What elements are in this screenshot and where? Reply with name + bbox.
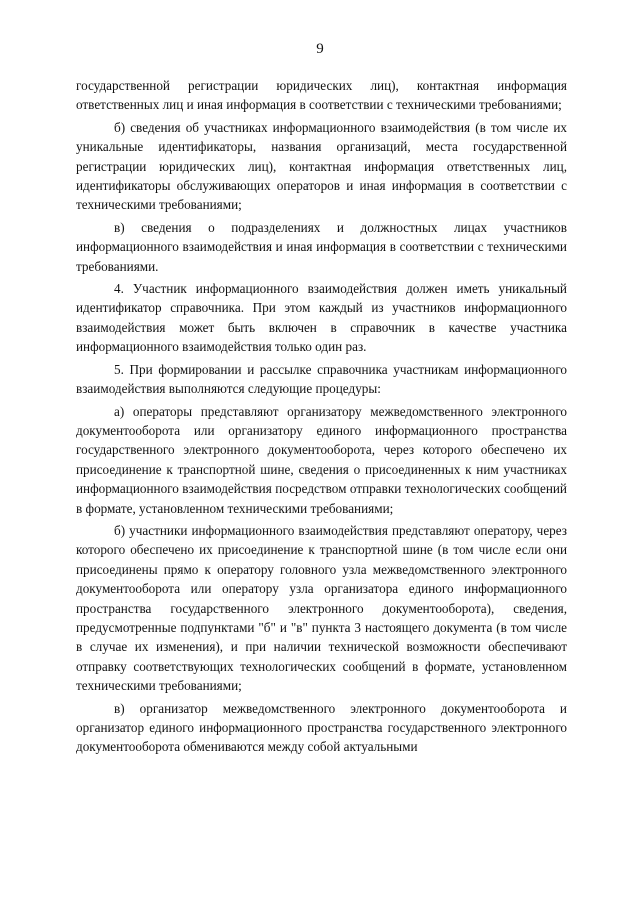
paragraph-continuation: государственной регистрации юридических лиц), контактная информация ответственных лиц и иная информация в соответствии с техническими требованиями; (76, 78, 567, 113)
paragraph-item-4: 4. Участник информационного взаимодействия должен иметь уникальный идентификатор справочника. При этом каждый из участников информационного взаимодействия может быть включен в справочник в качестве участника информационного взаимодействия только один раз. (76, 281, 567, 355)
paragraph-subitem-v-2: в) организатор межведомственного электронного документооборота и организатор единого информационного пространства государственного электронного документооборота обмениваются между собой актуальными (76, 700, 567, 755)
document-body (76, 76, 567, 760)
paragraph-subitem-a: а) операторы представляют организатору межведомственного электронного документооборота или организатору единого информационного пространства государственного электронного документооборота, через которого обеспечено их присоединение к транспортной шине, сведения о присоединенных к ним участниках информационного взаимодействия посредством отправки технологических сообщений в формате, установленном техническими требованиями; (76, 403, 567, 516)
page-number: 9 (316, 41, 324, 57)
paragraph-subitem-v: в) сведения о подразделениях и должностных лицах участников информационного взаимодействия и иная информация в соответствии с техническими требованиями. (76, 219, 567, 274)
paragraph-subitem-b-2: б) участники информационного взаимодействия представляют оператору, через которого обеспечено их присоединение к транспортной шине (в том числе если они присоединены прямо к оператору головного узла межведомственного электронного документооборота или оператору узла организатора единого информационного пространства государственного электронного документооборота), сведения, предусмотренные подпунктами "б" и "в" пункта 3 настоящего документа (в том числе в случае их изменения), и при наличии технической возможности обеспечивают отправку соответствующих технологических сообщений в формате, установленном техническими требованиями; (76, 522, 567, 694)
paragraph-item-5: 5. При формировании и рассылке справочника участникам информационного взаимодействия выполняются следующие процедуры: (76, 361, 567, 397)
paragraph-subitem-b: б) сведения об участниках информационного взаимодействия (в том числе их уникальные идентификаторы, названия организаций, места государственной регистрации юридических лиц), контактная информация ответственных лиц, идентификаторы обслуживающих операторов и иная информация в соответствии с техническими требованиями; (76, 119, 567, 213)
